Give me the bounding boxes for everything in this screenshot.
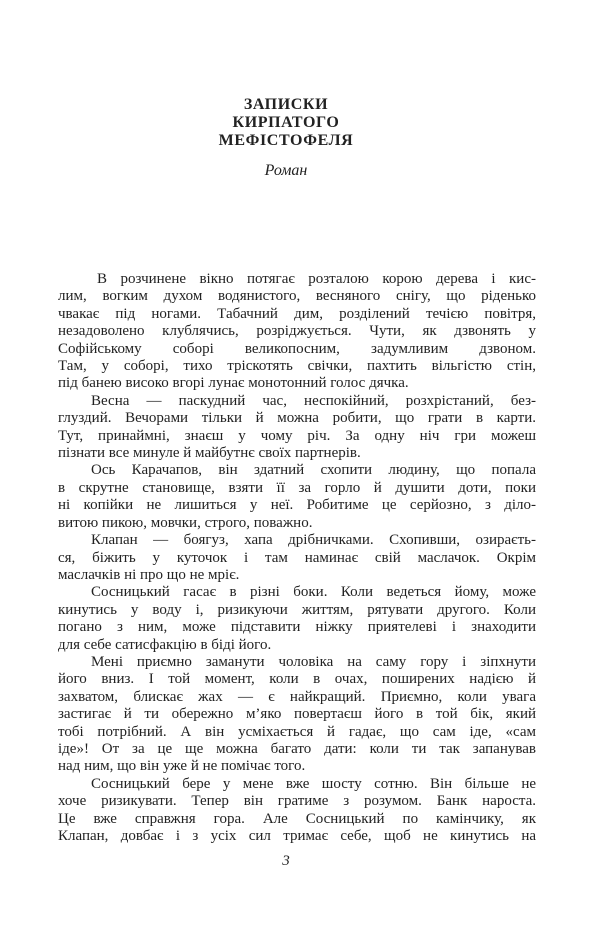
paragraph-3	[58, 462, 536, 532]
paragraph-7	[58, 776, 536, 846]
text-line: Там, у соборі, тихо тріскотять свічки, пахтить вільгістю стін,	[58, 358, 536, 375]
paragraph-1	[58, 271, 536, 393]
paragraph-2	[58, 393, 536, 463]
chapter-title	[58, 0, 514, 150]
text-line: незадоволено клублячись, розріджується. Чути, як дзвонять у	[58, 323, 536, 340]
paragraph-5	[58, 584, 536, 654]
subtitle-genre: Роман	[264, 162, 308, 179]
text-line: для себе сатисфакцію в біді його.	[58, 636, 272, 653]
text-line: тобі потрібний. А він усміхається й гадає, що сам іде, «сам	[58, 723, 536, 740]
text-line: кинутись у воду і, ризикуючи життям, рятувати другого. Коли	[58, 601, 536, 618]
text-line: чвакає під ногами. Табачний дим, розділений течією повітря,	[58, 305, 536, 322]
text-line: захватом, блискає жах — є найкращий. Приємно, коли увага	[58, 688, 536, 705]
text-line: Тут, принаймні, знаєш у чому річ. За одну ніч гри можеш	[58, 427, 536, 444]
text-line: під банею високо вгорі лунає монотонний голос дячка.	[58, 375, 409, 392]
text-line: його вниз. І той момент, коли в очах, поширених надією й	[58, 671, 536, 688]
title-line-2: КИРПАТОГО	[232, 114, 340, 131]
text-line: в скрутне становище, взяти її за горло й душити доти, поки	[58, 479, 536, 496]
text-line: витою пикою, мовчки, строго, поважно.	[58, 514, 313, 531]
text-line: Весна — паскудний час, неспокійний, розхрістаний, без-	[91, 392, 536, 409]
text-line: над ним, що він уже й не помічає того.	[58, 758, 306, 775]
title-line-1: ЗАПИСКИ	[243, 96, 329, 113]
text-column	[58, 0, 536, 870]
text-line: хоче ризикувати. Тепер він гратиме з розумом. Банк нароста.	[58, 793, 536, 810]
text-line: ся, біжить у куточок і там наминає свій маслачок. Окрім	[58, 549, 536, 566]
text-line: В розчинене вікно потягає розталою корою дерева і кис-	[97, 271, 536, 287]
text-line: Мені приємно заманути чоловіка на саму гору і зіпхнути	[91, 653, 536, 670]
text-line: лим, вогким духом водянистого, весняного снігу, що ріденько	[58, 288, 536, 305]
text-line: ні копійки не лишиться у неї. Робитиме це серйозно, з діло-	[58, 497, 536, 514]
text-line: Клапан — боягуз, хапа дрібничками. Схопивши, озираєть-	[91, 532, 536, 549]
text-line: погано з ним, може підставити ніжку приятелеві і знаходити	[58, 619, 536, 636]
text-line: Сосницький бере у мене вже шосту сотню. Він більше не	[91, 775, 536, 792]
text-line: глуздий. Вечорами тільки й можна робити, що грати в карти.	[58, 410, 536, 427]
paragraph-4	[58, 532, 536, 584]
text-line: маслачків ні про що не мріє.	[58, 566, 240, 583]
text-line: Ось Карачапов, він здатний схопити людину, що попала	[91, 462, 536, 479]
text-line: застигає й ти обережно м’яко повертаєш його в той бік, який	[58, 706, 536, 723]
text-line: Сосницький гасає в різні боки. Коли ведеться йому, може	[91, 584, 536, 601]
text-line: Це вже справжня гора. Але Сосницький по камінчику, як	[58, 810, 536, 827]
paragraph-6	[58, 654, 536, 776]
body-text	[58, 271, 536, 845]
title-line-3: МЕФІСТОФЕЛЯ	[218, 132, 354, 149]
text-line: іде»! От за це ще можна багато дати: коли ти так запанував	[58, 740, 536, 757]
page-number: 3	[282, 853, 290, 870]
text-line: Клапан, довбає і з усіх сил тримає себе, щоб не кинутись на	[58, 828, 536, 844]
text-line: Софійському соборі великопосним, задумливим дзвоном.	[58, 340, 536, 357]
text-line: пізнати все минуле й майбутнє своїх партнерів.	[58, 445, 361, 462]
